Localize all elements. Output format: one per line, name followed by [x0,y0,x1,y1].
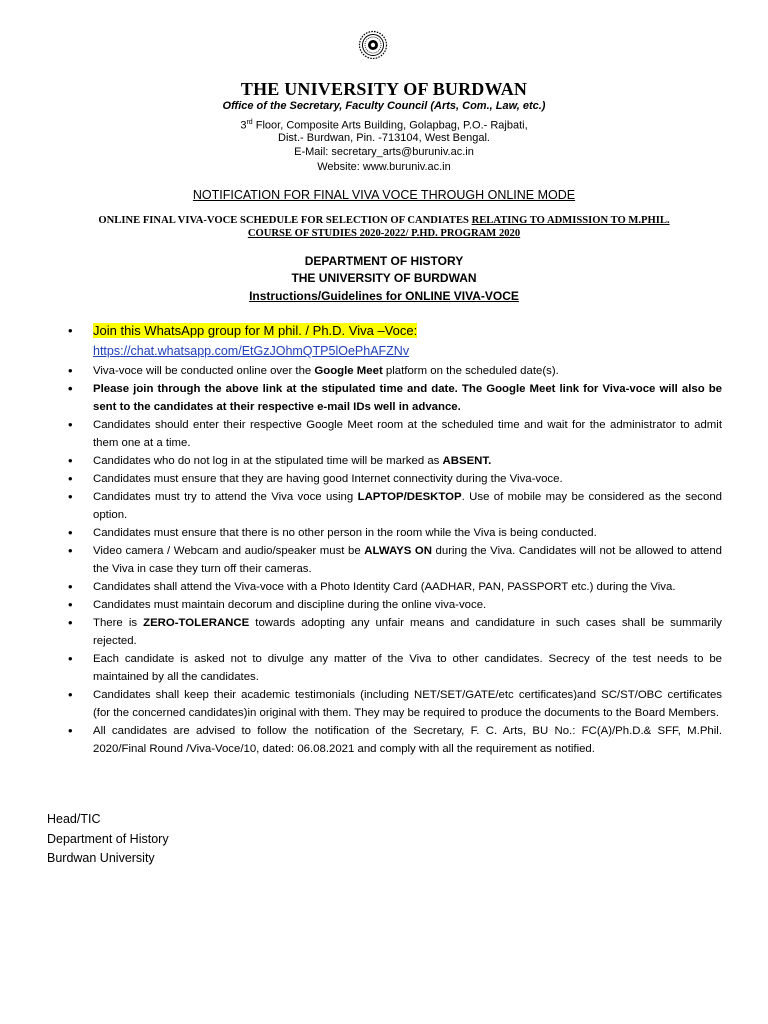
signature-university: Burdwan University [47,851,155,865]
item-text: during the Viva. Candidates will not be allowed to attend the Viva in case they turn off their cameras. [93,545,723,575]
item-text: Candidates who do not log in at the stipulated time will be marked as [93,455,443,467]
item-text: Video camera / Webcam and audio/speaker must be [93,545,365,557]
website-line: Website: www.buruniv.ac.in [317,161,451,173]
list-item: • Candidates must maintain decorum and discipline during the online viva-voce. [68,596,722,614]
item-text: . Use of mobile may be considered as the second option. [93,491,722,521]
item-text: Candidates must try to attend the Viva voce using [93,491,358,503]
list-item: • Candidates must ensure that they are having good Internet connectivity during the Viva-voce. [68,470,722,488]
list-item: • All candidates are advised to follow the notification of the Secretary, F. C. Arts, BU No.: FC(A)/Ph.D.& SFF, M.Phil. 2020/Final Round /Viva-Voce/10, dated: 06.08.2021 and comply with all the requirement as notified. [68,722,722,758]
item-text: towards adopting any unfair means and candidature in such cases shall be summarily rejected. [93,617,722,647]
guidelines-list [68,321,722,758]
schedule-part-1: ONLINE FINAL VIVA-VOCE SCHEDULE FOR SELECTION OF CANDIATES [98,215,472,226]
signature-department: Department of History [47,832,169,846]
floor-suffix: rd [246,119,253,126]
list-item: • Candidates shall keep their academic testimonials (including NET/SET/GATE/etc certificates)and SC/ST/OBC certificates (for the concerned candidates)in original with them. They may be required to produce the documents to the Board Members. [68,686,722,722]
list-item [68,452,722,470]
office-line: Office of the Secretary, Faculty Council (Arts, Com., Law, etc.) [222,100,546,112]
list-item: • Each candidate is asked not to divulge any matter of the Viva to other candidates. Secrecy of the test needs to be maintained by all the candidates. [68,650,722,686]
list-item: • Candidates shall attend the Viva-voce with a Photo Identity Card (AADHAR, PAN, PASSPORT etc.) during the Viva. [68,578,722,596]
item-text: Viva-voce will be conducted online over the [93,365,315,377]
item-text: There is [93,617,144,629]
instructions-title: Instructions/Guidelines for ONLINE VIVA-VOCE [249,289,519,303]
list-item [68,542,722,578]
schedule-heading [0,214,768,240]
item-bold-text: ALWAYS ON [364,545,432,557]
whatsapp-highlight: Join this WhatsApp group for M phil. / Ph.D. Viva –Voce: [93,323,418,338]
schedule-part-3: COURSE OF STUDIES 2020-2022/ P.HD. PROGRAM 2020 [247,228,521,239]
university-title: THE UNIVERSITY OF BURDWAN [240,79,528,99]
list-item: • Candidates must ensure that there is no other person in the room while the Viva is being conducted. [68,524,722,542]
floor-number: 3 [240,119,247,132]
signature-title: Head/TIC [47,812,101,826]
email-line: E-Mail: secretary_arts@buruniv.ac.in [294,146,474,158]
item-bold-text: Google Meet [314,365,383,377]
notification-title: NOTIFICATION FOR FINAL VIVA VOCE THROUGH ONLINE MODE [192,188,576,202]
list-item [68,488,722,524]
university-name: THE UNIVERSITY OF BURDWAN [291,271,477,285]
schedule-part-2: RELATING TO ADMISSION TO M.PHIL. [471,215,670,226]
list-item [68,362,722,380]
list-item: • Please join through the above link at the stipulated time and date. The Google Meet link for Viva-voce will also be sent to the candidates at their respective e-mail IDs well in advance. [68,380,722,416]
address-line-1-rest: Floor, Composite Arts Building, Golapbag, P.O.- Rajbati, [252,119,528,132]
list-item [68,321,722,362]
university-seal-icon [358,30,388,60]
address-line-2: Dist.- Burdwan, Pin. -713104, West Bengal. [278,132,490,144]
item-bold-text: ABSENT. [442,455,492,467]
department-name: DEPARTMENT OF HISTORY [304,254,464,268]
item-text: platform on the scheduled date(s). [382,365,559,377]
item-bold-text: ZERO-TOLERANCE [143,617,250,629]
list-item: • Candidates should enter their respective Google Meet room at the scheduled time and wait for the administrator to admit them one at a time. [68,416,722,452]
whatsapp-link[interactable]: https://chat.whatsapp.com/EtGzJOhmQTP5lOePhAFZNv [93,344,410,358]
list-item [68,614,722,650]
item-bold-text: LAPTOP/DESKTOP [357,491,462,503]
